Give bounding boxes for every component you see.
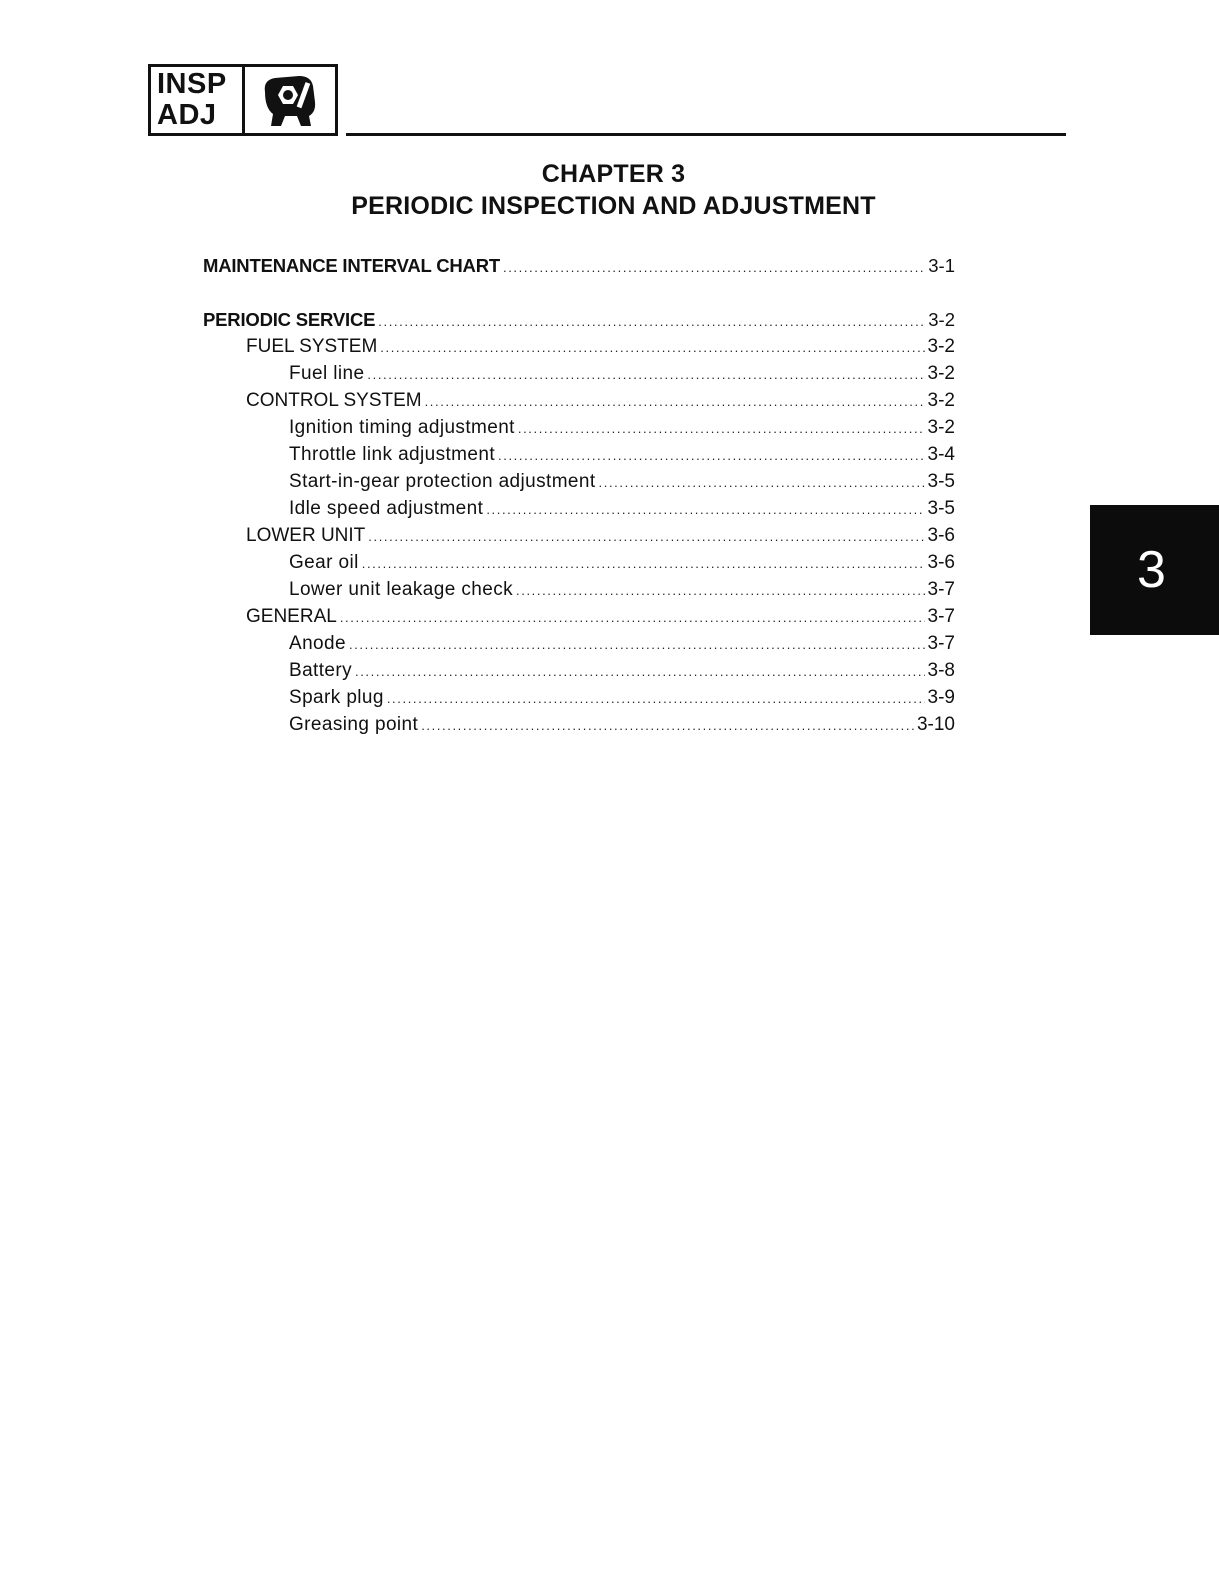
toc-entry-label: CONTROL SYSTEM	[246, 390, 422, 411]
toc-entry-page: 3-6	[927, 552, 955, 573]
toc-entry-label: MAINTENANCE INTERVAL CHART	[203, 255, 500, 276]
badge-text	[151, 67, 245, 133]
toc-dot-leader	[367, 361, 924, 388]
toc-entry-page: 3-2	[927, 417, 955, 438]
toc-entry-label: Lower unit leakage check	[289, 579, 514, 600]
toc-entry-page: 3-8	[927, 660, 955, 681]
toc-entry-page: 3-1	[928, 255, 955, 276]
toc-entry-page: 3-2	[927, 390, 955, 411]
toc-entry-label: Fuel line	[289, 363, 365, 384]
toc-entry-label: Anode	[289, 633, 346, 654]
toc-entry-label: Greasing point	[289, 714, 419, 735]
chapter-number: CHAPTER 3	[541, 160, 686, 188]
table-of-contents	[203, 252, 955, 738]
toc-entry-page: 3-6	[927, 525, 955, 546]
badge-line-adj: ADJ	[157, 99, 217, 131]
toc-entry-label: Throttle link adjustment	[289, 444, 496, 465]
toc-dot-leader	[425, 388, 925, 415]
toc-entry[interactable]	[203, 657, 955, 684]
toc-entry[interactable]	[203, 522, 955, 549]
toc-dot-leader	[355, 658, 925, 685]
toc-entry[interactable]	[203, 630, 955, 657]
chapter-subtitle: PERIODIC INSPECTION AND ADJUSTMENT	[351, 192, 876, 220]
toc-entry-page: 3-9	[927, 687, 955, 708]
toc-dot-leader	[599, 469, 925, 496]
toc-entry[interactable]	[203, 306, 955, 333]
toc-entry-label: LOWER UNIT	[246, 525, 366, 546]
toc-entry[interactable]	[203, 387, 955, 414]
badge-line-insp: INSP	[157, 68, 227, 100]
toc-dot-leader	[486, 496, 924, 523]
section-badge	[148, 64, 338, 136]
toc-entry-label: GENERAL	[246, 606, 337, 627]
toc-entry-label: PERIODIC SERVICE	[203, 309, 376, 330]
toc-entry[interactable]	[203, 684, 955, 711]
toc-entry-label: Spark plug	[289, 687, 384, 708]
toc-dot-leader	[503, 254, 925, 281]
toc-entry-page: 3-2	[927, 336, 955, 357]
toc-dot-leader	[498, 442, 925, 469]
toc-entry[interactable]	[203, 603, 955, 630]
toc-entry-page: 3-2	[928, 309, 955, 330]
toc-dot-leader	[380, 334, 924, 361]
toc-dot-leader	[368, 523, 924, 550]
wrench-hand-icon	[245, 67, 335, 133]
toc-dot-leader	[349, 631, 925, 658]
chapter-title-block	[0, 158, 1219, 222]
toc-dot-leader	[378, 308, 925, 335]
toc-entry-page: 3-5	[927, 471, 955, 492]
toc-entry[interactable]	[203, 441, 955, 468]
toc-entry-page: 3-7	[927, 633, 955, 654]
toc-entry[interactable]	[203, 252, 955, 279]
toc-entry-page: 3-5	[927, 498, 955, 519]
toc-entry[interactable]	[203, 711, 955, 738]
toc-entry-page: 3-7	[927, 606, 955, 627]
chapter-tab	[1090, 505, 1219, 635]
toc-entry-label: Idle speed adjustment	[289, 498, 484, 519]
toc-dot-leader	[387, 685, 925, 712]
toc-entry-label: Start-in-gear protection adjustment	[289, 471, 596, 492]
toc-entry[interactable]	[203, 360, 955, 387]
toc-dot-leader	[421, 712, 914, 739]
chapter-tab-number: 3	[1137, 541, 1166, 599]
toc-entry-label: Gear oil	[289, 552, 359, 573]
toc-entry-page: 3-10	[916, 714, 955, 735]
toc-entry-page: 3-2	[927, 363, 955, 384]
toc-dot-leader	[518, 415, 925, 442]
toc-entry-label: FUEL SYSTEM	[246, 336, 378, 357]
header-rule	[346, 133, 1066, 136]
toc-dot-leader	[362, 550, 925, 577]
toc-entry-label: Battery	[289, 660, 352, 681]
toc-dot-leader	[516, 577, 925, 604]
toc-entry[interactable]	[203, 576, 955, 603]
toc-entry[interactable]	[203, 414, 955, 441]
toc-entry[interactable]	[203, 495, 955, 522]
toc-entry-label: Ignition timing adjustment	[289, 417, 515, 438]
toc-entry[interactable]	[203, 333, 955, 360]
toc-entry[interactable]	[203, 468, 955, 495]
toc-dot-leader	[340, 604, 925, 631]
toc-entry[interactable]	[203, 549, 955, 576]
toc-entry-page: 3-4	[927, 444, 955, 465]
toc-entry-page: 3-7	[927, 579, 955, 600]
